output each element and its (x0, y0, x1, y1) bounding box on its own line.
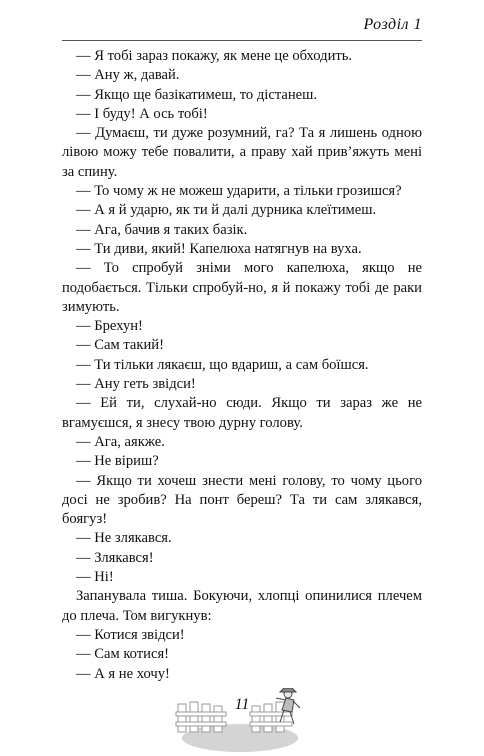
paragraph: — Ану геть звідси! (76, 376, 196, 393)
running-header (62, 0, 422, 41)
paragraph: — Сам котися! (76, 646, 170, 663)
paragraph: — Не злякався. (76, 530, 172, 547)
paragraph: Запанувала тиша. Бокуючи, хлопці опинилися плечем до плеча. Том вигукнув: (62, 588, 422, 624)
paragraph: — А я не хочу! (76, 665, 170, 682)
paragraph: — Ага, аякже. (76, 433, 165, 450)
page-footer (0, 688, 484, 756)
body-text (62, 47, 422, 684)
paragraph: — Брехун! (76, 318, 143, 335)
paragraph: — Ей ти, слухай-но сюди. Якщо ти зараз же не вгамуєшся, я знесу твою дурну голову. (62, 395, 422, 431)
paragraph: — А я й ударю, як ти й далі дурника клеїтимеш. (76, 202, 377, 219)
paragraph: — Якщо ти хочеш знести мені голову, то чому цього досі не зробив? На понт береш? Та ти сам злякався, боягуз! (62, 472, 422, 528)
paragraph: — Ні! (76, 569, 114, 586)
paragraph: — То спробуй зніми мого капелюха, якщо не подобається. Тільки спробуй-но, я й покажу тобі де раки зимують. (62, 260, 422, 315)
paragraph: — Думаєш, ти дуже розумний, га? Та я лишень одною лівою можу тебе повалити, а праву хай прив’яжуть мені за спину. (62, 125, 422, 180)
paragraph: — Я тобі зараз покажу, як мене це обходить. (76, 48, 353, 64)
paragraph: — Ага, бачив я таких базік. (76, 221, 248, 238)
paragraph: — І буду! А ось тобі! (76, 105, 208, 122)
paragraph: — Котися звідси! (76, 626, 185, 643)
paragraph: — Не віриш? (76, 453, 159, 470)
paragraph: — То чому ж не можеш ударити, а тільки грозишся? (76, 183, 402, 200)
paragraph: — Ти тільки лякаєш, що вдариш, а сам боїшся. (76, 356, 369, 373)
paragraph: — Ану ж, давай. (76, 67, 180, 84)
page-number: 11 (234, 696, 250, 713)
paragraph: — Злякався! (76, 549, 154, 566)
chapter-title: Розділ 1 (363, 16, 422, 33)
paragraph: — Сам такий! (76, 337, 164, 354)
paragraph: — Якщо ще базікатимеш, то дістанеш. (76, 86, 318, 103)
paragraph: — Ти диви, який! Капелюха натягнув на вуха. (76, 240, 362, 257)
